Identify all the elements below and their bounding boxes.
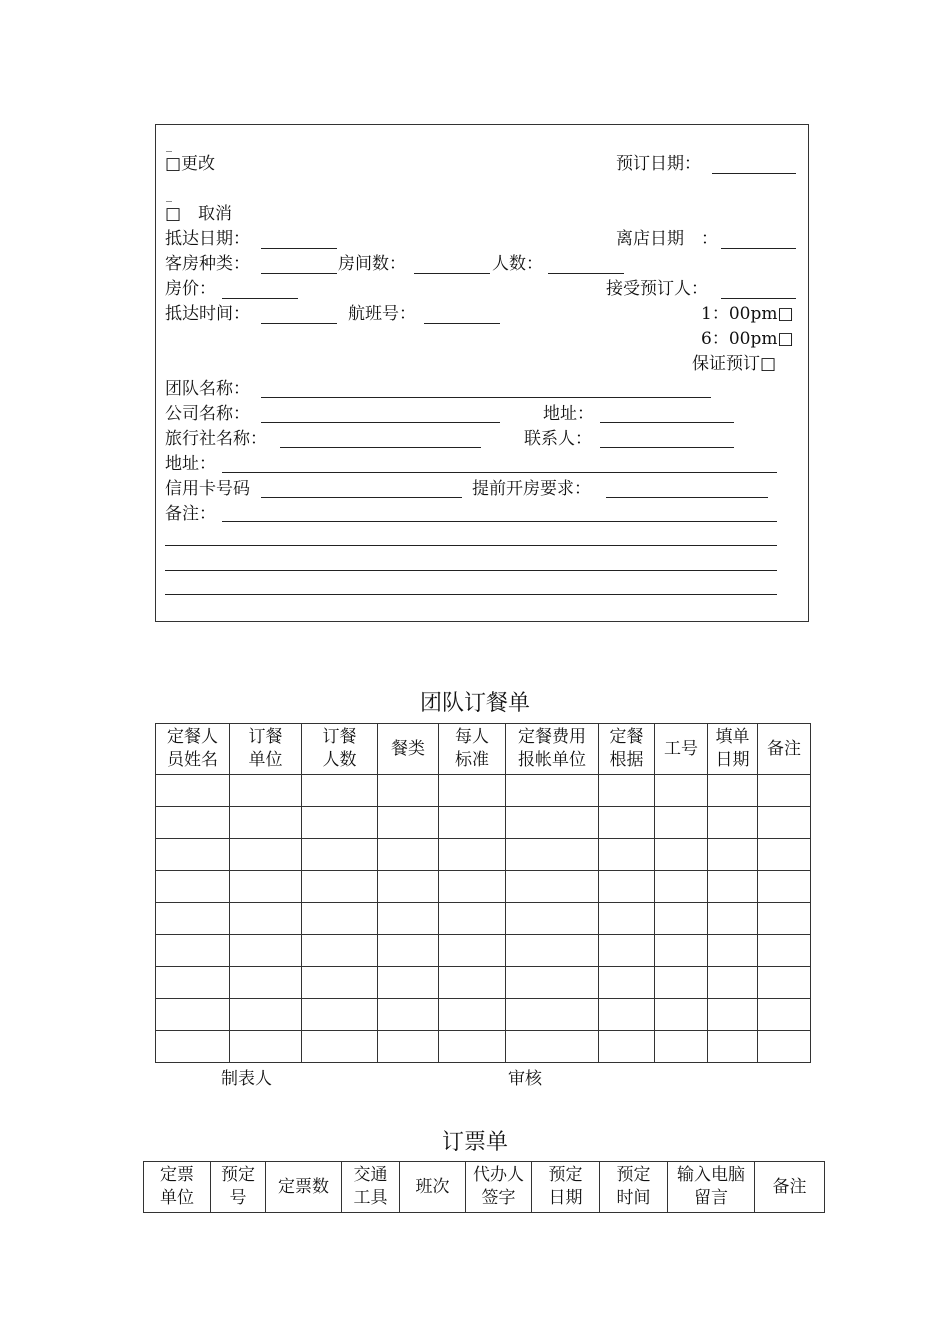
table-cell[interactable]: [708, 807, 758, 839]
table-cell[interactable]: [378, 903, 439, 935]
header-cell: 预定 日期: [532, 1162, 600, 1213]
table-cell[interactable]: [708, 999, 758, 1031]
table-cell[interactable]: [506, 839, 599, 871]
header-cell: 预定 号: [211, 1162, 266, 1213]
header-cell: 餐类: [378, 724, 439, 775]
table-cell[interactable]: [302, 1031, 378, 1063]
people-label: 人数：: [492, 254, 543, 274]
change-checkbox[interactable]: □更改: [165, 154, 216, 174]
table-cell[interactable]: [302, 871, 378, 903]
table-cell[interactable]: [655, 903, 708, 935]
table-cell[interactable]: [302, 967, 378, 999]
table-cell[interactable]: [708, 775, 758, 807]
flight-field[interactable]: [424, 323, 500, 324]
arrival-date-label: 抵达日期：: [165, 229, 250, 249]
contact-field[interactable]: [600, 447, 734, 448]
table-cell[interactable]: [758, 839, 811, 871]
table-cell[interactable]: [708, 935, 758, 967]
table-cell[interactable]: [599, 935, 655, 967]
credit-card-field[interactable]: [261, 497, 462, 498]
table-cell[interactable]: [506, 999, 599, 1031]
table-cell[interactable]: [156, 775, 230, 807]
table-cell[interactable]: [506, 935, 599, 967]
table-row: [156, 839, 811, 871]
table-row: [156, 1031, 811, 1063]
table-cell[interactable]: [302, 807, 378, 839]
table-cell[interactable]: [599, 871, 655, 903]
header-cell: 工号: [655, 724, 708, 775]
table-cell[interactable]: [230, 775, 302, 807]
table-cell[interactable]: [655, 935, 708, 967]
arrival-time-label: 抵达时间：: [165, 304, 250, 324]
receiver-label: 接受预订人：: [606, 279, 708, 299]
table-cell[interactable]: [599, 967, 655, 999]
remarks-line[interactable]: [165, 545, 777, 546]
table-cell[interactable]: [506, 967, 599, 999]
header-cell: 定票数: [266, 1162, 342, 1213]
header-cell: 订餐 单位: [230, 724, 302, 775]
company-address-label: 地址：: [543, 404, 594, 424]
table-cell[interactable]: [439, 807, 506, 839]
table-cell[interactable]: [156, 999, 230, 1031]
early-checkin-field[interactable]: [606, 497, 768, 498]
table-cell[interactable]: [230, 839, 302, 871]
address-field[interactable]: [222, 472, 777, 473]
table-cell[interactable]: [439, 935, 506, 967]
table-cell[interactable]: [655, 1031, 708, 1063]
company-address-field[interactable]: [600, 422, 734, 423]
table-cell[interactable]: [156, 935, 230, 967]
remarks-line[interactable]: [165, 594, 777, 595]
guarantee-checkbox[interactable]: 保证预订□: [692, 354, 777, 374]
table-cell[interactable]: [230, 935, 302, 967]
flight-label: 航班号：: [348, 304, 416, 324]
header-cell: 填单 日期: [708, 724, 758, 775]
header-cell: 备注: [755, 1162, 825, 1213]
remarks-field[interactable]: [222, 521, 777, 522]
table-cell[interactable]: [655, 999, 708, 1031]
header-cell: 定餐费用 报帐单位: [506, 724, 599, 775]
header-cell: 代办人 签字: [466, 1162, 532, 1213]
table-cell[interactable]: [439, 775, 506, 807]
departure-date-field[interactable]: [721, 248, 796, 249]
table-cell[interactable]: [302, 839, 378, 871]
table-cell[interactable]: [599, 903, 655, 935]
table-cell[interactable]: [378, 935, 439, 967]
price-field[interactable]: [222, 298, 298, 299]
ticket-order-table: [143, 1161, 825, 1213]
table-cell[interactable]: [655, 839, 708, 871]
table-cell[interactable]: [708, 1031, 758, 1063]
table-cell[interactable]: [156, 1031, 230, 1063]
table-row: [156, 967, 811, 999]
early-checkin-label: 提前开房要求：: [472, 479, 591, 499]
people-field[interactable]: [548, 273, 624, 274]
table-cell[interactable]: [156, 807, 230, 839]
table-cell[interactable]: [302, 903, 378, 935]
header-cell: 班次: [400, 1162, 466, 1213]
maker-label: 制表人: [221, 1069, 272, 1089]
table-cell[interactable]: [655, 775, 708, 807]
table-cell[interactable]: [506, 903, 599, 935]
header-cell: 输入电脑 留言: [668, 1162, 755, 1213]
table-cell[interactable]: [439, 903, 506, 935]
group-name-field[interactable]: [261, 397, 711, 398]
dash-mark: _: [166, 138, 172, 152]
table-cell[interactable]: [599, 999, 655, 1031]
header-cell: 预定 时间: [600, 1162, 668, 1213]
price-label: 房价：: [165, 279, 216, 299]
table-cell[interactable]: [378, 839, 439, 871]
group-name-label: 团队名称：: [165, 379, 250, 399]
table-cell[interactable]: [708, 967, 758, 999]
table-cell[interactable]: [506, 807, 599, 839]
table-cell[interactable]: [708, 839, 758, 871]
header-cell: 交通 工具: [342, 1162, 400, 1213]
table-cell[interactable]: [439, 1031, 506, 1063]
meal-order-table: [155, 723, 811, 1063]
table-cell[interactable]: [156, 903, 230, 935]
table-cell[interactable]: [708, 903, 758, 935]
travel-agency-field[interactable]: [280, 447, 481, 448]
table-cell[interactable]: [378, 1031, 439, 1063]
meal-header-row: [156, 724, 811, 775]
cancel-checkbox[interactable]: □ 取消: [165, 204, 233, 224]
table-cell[interactable]: [758, 967, 811, 999]
table-row: [156, 903, 811, 935]
table-cell[interactable]: [655, 807, 708, 839]
table-cell[interactable]: [156, 871, 230, 903]
table-row: [156, 935, 811, 967]
table-cell[interactable]: [439, 967, 506, 999]
table-cell[interactable]: [758, 807, 811, 839]
table-row: [156, 999, 811, 1031]
table-cell[interactable]: [378, 871, 439, 903]
table-cell[interactable]: [378, 967, 439, 999]
table-cell[interactable]: [230, 807, 302, 839]
header-cell: 定餐人 员姓名: [156, 724, 230, 775]
table-row: [156, 775, 811, 807]
header-cell: 定餐 根据: [599, 724, 655, 775]
room-type-label: 客房种类：: [165, 254, 250, 274]
company-name-label: 公司名称：: [165, 404, 250, 424]
table-cell[interactable]: [439, 999, 506, 1031]
table-cell[interactable]: [708, 871, 758, 903]
table-row: [156, 807, 811, 839]
table-cell[interactable]: [378, 807, 439, 839]
table-cell[interactable]: [302, 935, 378, 967]
table-cell[interactable]: [378, 999, 439, 1031]
table-cell[interactable]: [758, 871, 811, 903]
time-option-6pm[interactable]: 6：00pm□: [701, 329, 794, 349]
header-cell: 每人 标准: [439, 724, 506, 775]
contact-label: 联系人：: [524, 429, 592, 449]
meal-order-title: 团队订餐单: [419, 691, 530, 716]
room-count-label: 房间数：: [338, 254, 406, 274]
ticket-header-row: [144, 1162, 825, 1213]
ticket-order-title: 订票单: [441, 1130, 508, 1155]
travel-agency-label: 旅行社名称：: [165, 429, 267, 449]
table-cell[interactable]: [758, 1031, 811, 1063]
time-option-1pm[interactable]: 1：00pm□: [701, 304, 794, 324]
reservation-form: [155, 124, 809, 622]
table-cell[interactable]: [230, 1031, 302, 1063]
table-cell[interactable]: [599, 807, 655, 839]
table-cell[interactable]: [758, 999, 811, 1031]
reviewer-label: 审核: [508, 1069, 542, 1089]
table-cell[interactable]: [506, 871, 599, 903]
table-cell[interactable]: [302, 775, 378, 807]
header-cell: 备注: [758, 724, 811, 775]
remarks-label: 备注：: [165, 504, 216, 524]
table-cell[interactable]: [758, 935, 811, 967]
table-cell[interactable]: [506, 775, 599, 807]
table-cell[interactable]: [506, 1031, 599, 1063]
address-label: 地址：: [165, 454, 216, 474]
table-cell[interactable]: [230, 999, 302, 1031]
table-cell[interactable]: [599, 839, 655, 871]
credit-card-label: 信用卡号码: [165, 479, 250, 499]
departure-date-label: 离店日期 ：: [616, 229, 718, 249]
company-name-field[interactable]: [261, 422, 500, 423]
table-cell[interactable]: [758, 775, 811, 807]
table-cell[interactable]: [439, 839, 506, 871]
booking-date-label: 预订日期：: [616, 154, 701, 174]
table-cell[interactable]: [378, 775, 439, 807]
table-cell[interactable]: [156, 967, 230, 999]
booking-date-field[interactable]: [712, 173, 796, 174]
receiver-field[interactable]: [721, 298, 796, 299]
header-cell: 订餐 人数: [302, 724, 378, 775]
room-count-field[interactable]: [414, 273, 490, 274]
table-cell[interactable]: [230, 871, 302, 903]
arrival-date-field[interactable]: [261, 248, 337, 249]
table-cell[interactable]: [599, 1031, 655, 1063]
arrival-time-field[interactable]: [261, 323, 337, 324]
header-cell: 定票 单位: [144, 1162, 211, 1213]
table-cell[interactable]: [230, 967, 302, 999]
table-cell[interactable]: [230, 903, 302, 935]
table-cell[interactable]: [599, 775, 655, 807]
table-row: [156, 871, 811, 903]
remarks-line[interactable]: [165, 570, 777, 571]
table-cell[interactable]: [439, 871, 506, 903]
table-cell[interactable]: [655, 967, 708, 999]
table-cell[interactable]: [758, 903, 811, 935]
room-type-field[interactable]: [261, 273, 337, 274]
dash-mark: _: [166, 188, 172, 202]
table-cell[interactable]: [302, 999, 378, 1031]
table-cell[interactable]: [655, 871, 708, 903]
table-cell[interactable]: [156, 839, 230, 871]
